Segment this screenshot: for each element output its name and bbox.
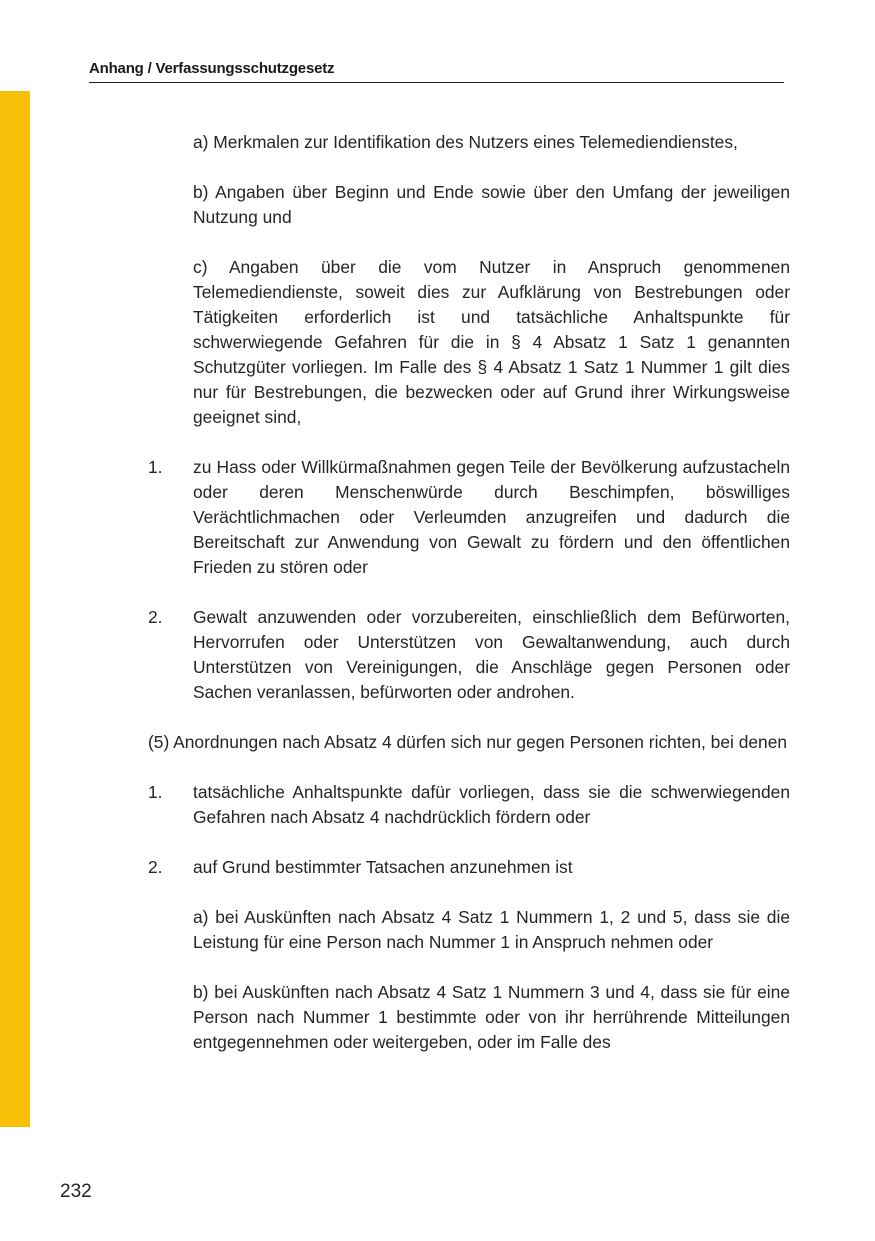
- sub-item-c: c) Angaben über die vom Nutzer in Anspruch genommenen Telemediendienste, soweit dies zur Aufklärung von Bestrebungen oder Tätigkeiten erforderlich ist und tatsächliche Anhaltspunkte für schwerwiegende Gefahren für die in § 4 Absatz 1 Satz 1 genannten Schutzgüter vorliegen. Im Falle des § 4 Absatz 1 Satz 1 Nummer 1 gilt dies nur für Bestrebungen, die bezwecken oder auf Grund ihrer Wirkungsweise geeignet sind,: [193, 257, 790, 427]
- list-item: [148, 455, 790, 580]
- list-text: auf Grund bestimmter Tatsachen anzunehmen ist: [193, 857, 573, 877]
- list-number: 1.: [148, 457, 163, 477]
- yellow-side-bar: [0, 91, 30, 1127]
- list-text: tatsächliche Anhaltspunkte dafür vorliegen, dass sie die schwerwiegenden Gefahren nach Absatz 4 nachdrücklich fördern oder: [193, 782, 790, 827]
- sub-item-a: a) Merkmalen zur Identifikation des Nutzers eines Telemediendienstes,: [193, 132, 738, 152]
- list-item: [148, 605, 790, 705]
- list-text: Gewalt anzuwenden oder vorzubereiten, einschließlich dem Befürworten, Hervorrufen oder Unterstützen von Gewaltanwendung, auch durch Unterstützen von Vereinigungen, die Anschläge gegen Personen oder Sachen veranlassen, befürworten oder androhen.: [193, 607, 790, 702]
- list-item: [148, 780, 790, 830]
- list-text: zu Hass oder Willkürmaßnahmen gegen Teile der Bevölkerung aufzustacheln oder deren Menschenwürde durch Beschimpfen, böswilliges Verächtlichmachen oder Verleumden anzugreifen und dadurch die Bereitschaft zur Anwendung von Gewalt zu fördern und den öffentlichen Frieden zu stören oder: [193, 457, 790, 577]
- page-body: [148, 130, 790, 1080]
- list-item: [148, 855, 790, 880]
- sub-item-2a: a) bei Auskünften nach Absatz 4 Satz 1 Nummern 1, 2 und 5, dass sie die Leistung für eine Person nach Nummer 1 in Anspruch nehmen oder: [193, 907, 790, 952]
- sub-item-2b: b) bei Auskünften nach Absatz 4 Satz 1 Nummern 3 und 4, dass sie für eine Person nach Nummer 1 bestimmte oder von ihr herrührende Mitteilungen entgegennehmen oder weitergeben, oder im Falle des: [193, 982, 790, 1052]
- sub-item-b: b) Angaben über Beginn und Ende sowie über den Umfang der jeweiligen Nutzung und: [193, 182, 790, 227]
- list-number: 2.: [148, 607, 163, 627]
- running-head: Anhang / Verfassungsschutzgesetz: [89, 60, 784, 83]
- paragraph-5: (5) Anordnungen nach Absatz 4 dürfen sich nur gegen Personen richten, bei denen: [148, 732, 788, 752]
- list-number: 2.: [148, 857, 163, 877]
- page-number: 232: [60, 1181, 92, 1202]
- list-number: 1.: [148, 782, 163, 802]
